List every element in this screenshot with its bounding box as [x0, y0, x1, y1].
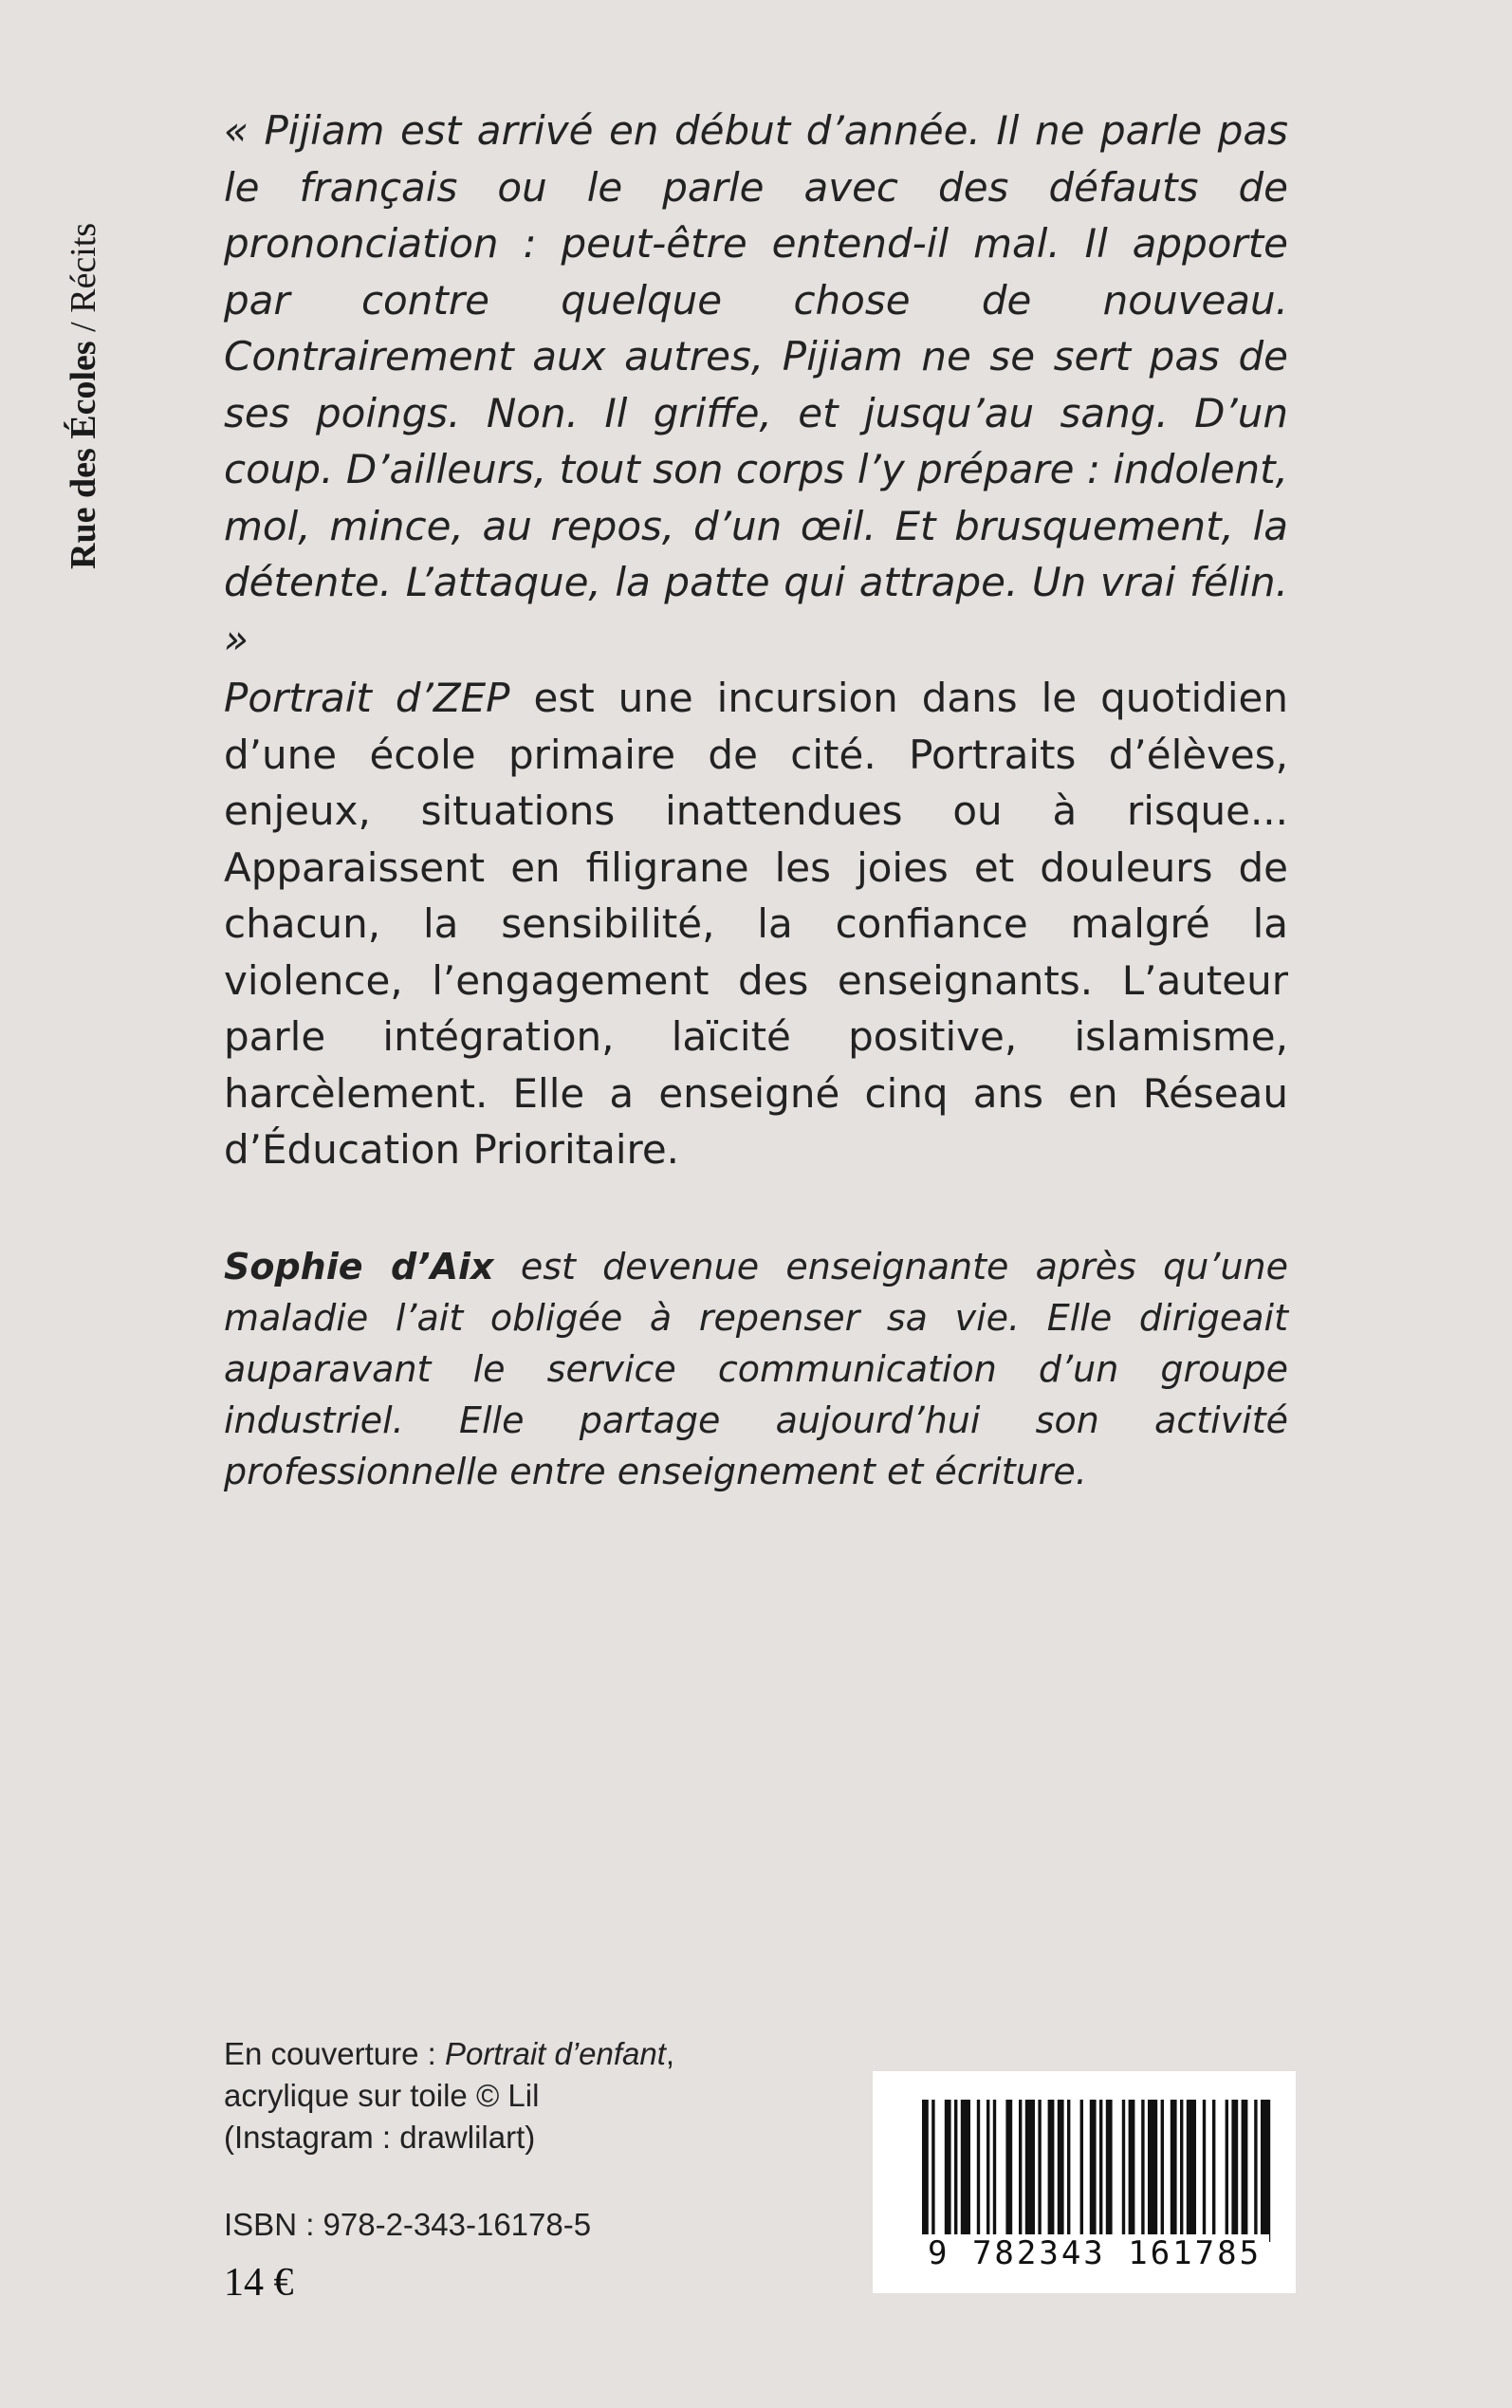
barcode-bar: [1226, 2100, 1228, 2242]
credits-line-3: (Instagram : drawlilart): [224, 2120, 536, 2155]
barcode-bar: [1187, 2100, 1196, 2242]
barcode-digits: 9 782343 161785: [922, 2234, 1269, 2272]
artwork-title: Portrait d’enfant: [444, 2036, 666, 2071]
spine-separator: /: [64, 322, 103, 332]
book-description: [224, 670, 1288, 1178]
barcode-bar: [977, 2100, 980, 2242]
genre-name: Récits: [64, 222, 103, 313]
barcode-bar: [986, 2100, 989, 2242]
author-name: Sophie d’Aix: [224, 1246, 494, 1287]
credits-line-2: acrylique sur toile © Lil: [224, 2078, 540, 2113]
barcode-bar: [1090, 2100, 1097, 2242]
barcode-bar: [1005, 2100, 1012, 2242]
price: 14 €: [224, 2261, 294, 2305]
barcode: [873, 2071, 1296, 2293]
barcode-bar: [1058, 2100, 1064, 2242]
barcode-bar: [1048, 2100, 1055, 2242]
barcode-bar: [945, 2100, 951, 2242]
barcode-bar: [954, 2100, 957, 2242]
barcode-bar: [1261, 2100, 1270, 2242]
credits-line-1: [224, 2033, 793, 2075]
description-text: est une incursion dans le quotidien d’une école primaire de cité. Portraits d’élèves, enjeux, situations inattendues ou à risque... Apparaissent en filigrane les joies et douleurs de chacun, la sensibilité, la confiance malgré la violence, l’engagement des enseignants. L’auteur parle intégration, laïcité positive, islamisme, harcèlement. Elle a enseigné cinq ans en Réseau d’Éducation Prioritaire.: [224, 675, 1288, 1173]
bio-text: est devenue enseignante après qu’une maladie l’ait obligée à repenser sa vie. Elle dirigeait auparavant le service communication d’un groupe industriel. Elle partage aujourd’hui son activité professionnelle entre enseignement et écriture.: [224, 1246, 1288, 1492]
barcode-bar: [1129, 2100, 1135, 2242]
barcode-bar: [1254, 2100, 1257, 2242]
barcode-bar: [1180, 2100, 1183, 2242]
barcode-bar: [1067, 2100, 1070, 2242]
barcode-bar: [1148, 2100, 1157, 2242]
book-title: Portrait d’ZEP: [224, 675, 510, 721]
cover-credits: [224, 2033, 793, 2158]
barcode-bar: [1099, 2100, 1102, 2242]
spine-text: [55, 76, 112, 569]
isbn-number: ISBN : 978-2-343-16178-5: [224, 2207, 592, 2242]
credits-prefix: En couverture :: [224, 2036, 445, 2071]
barcode-bar: [1203, 2100, 1206, 2242]
barcode-bar: [1231, 2100, 1238, 2242]
barcode-bar: [993, 2100, 996, 2242]
barcode-bar: [1019, 2100, 1022, 2242]
credits-suffix: ,: [665, 2036, 675, 2071]
author-bio: [224, 1241, 1288, 1497]
barcode-bar: [1038, 2100, 1041, 2242]
series-name: Rue des Écoles: [64, 341, 103, 569]
barcode-bar: [1141, 2100, 1144, 2242]
barcode-bar: [1080, 2100, 1083, 2242]
barcode-bar: [1242, 2100, 1248, 2242]
excerpt-quote: « Pijiam est arrivé en début d’année. Il ne parle pas le français ou le parle avec des défauts de prononciation : peut-être entend-il mal. Il apporte par contre quelque chose de nouveau. Contrairement aux autres, Pijiam ne se sert pas de ses poings. Non. Il griffe, et jusqu’au sang. D’un coup. D’ailleurs, tout son corps l’y prépare : indolent, mol, mince, au repos, d’un œil. Et brusquement, la détente. L’attaque, la patte qui attrape. Un vrai félin. »: [224, 107, 1288, 662]
barcode-bar: [1025, 2100, 1035, 2242]
barcode-bar: [1122, 2100, 1125, 2242]
barcode-bar: [1106, 2100, 1113, 2242]
barcode-bar: [1212, 2100, 1215, 2242]
barcode-bar: [961, 2100, 970, 2242]
